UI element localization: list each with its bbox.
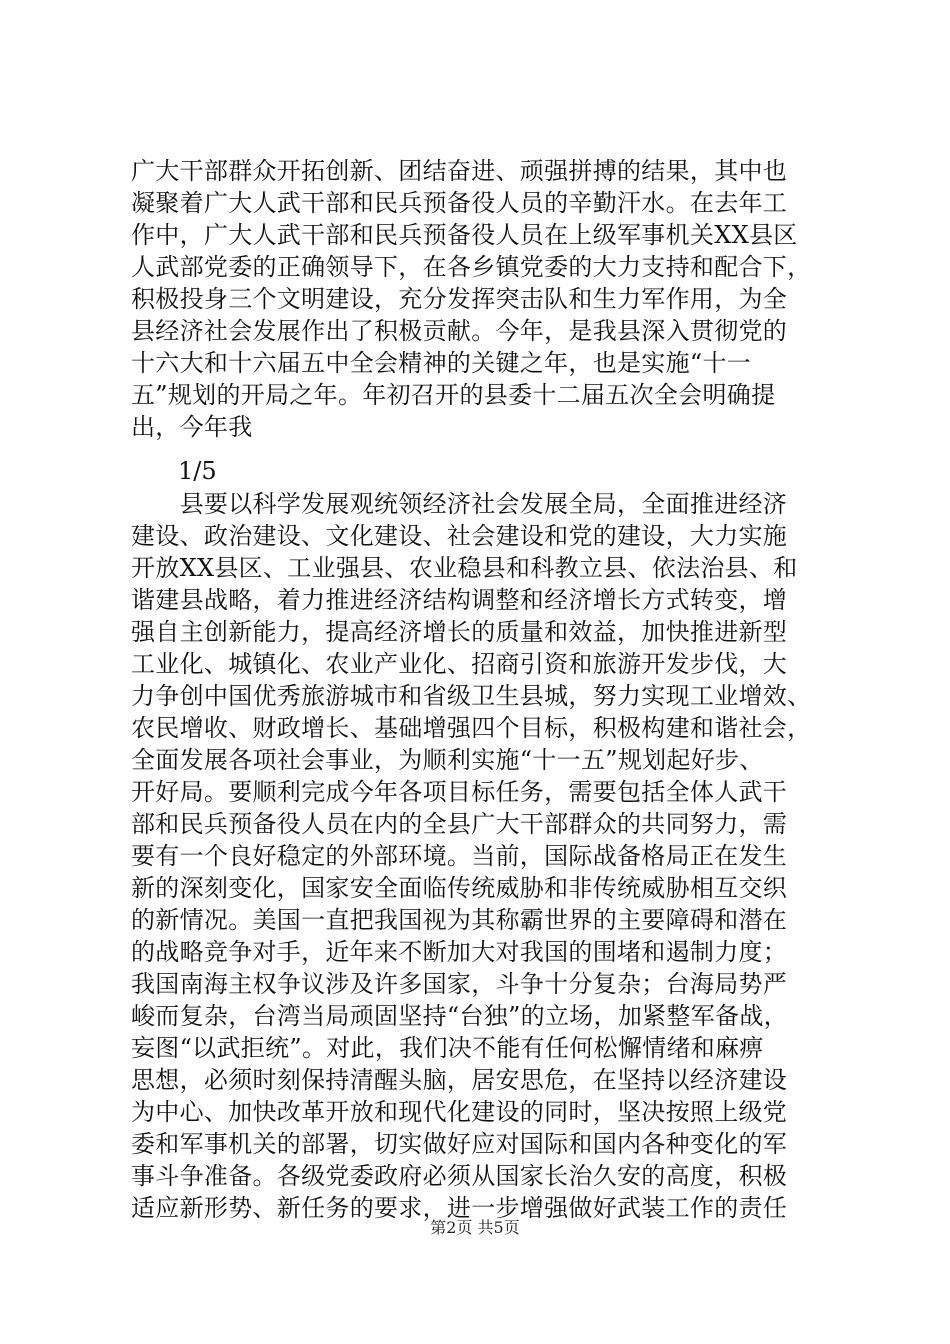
text-line: 五”规划的开局之年。年初召开的县委十二届五次全会明确提 (131, 381, 776, 409)
text-line: 思想，必须时刻保持清醒头脑，居安思危，在坚持以经济建设 (131, 1066, 788, 1094)
text-line: 力争创中国优秀旅游城市和省级卫生县城，努力实现工业增效、 (131, 682, 812, 710)
paragraph-continued (131, 155, 831, 443)
text-line: 妄图“以武拒统”。对此，我们决不能有任何松懈情绪和麻痹 (131, 1034, 764, 1062)
text-line: 县经济社会发展作出了积极贡献。今年，是我县深入贯彻党的 (131, 317, 788, 345)
paragraph-main (131, 488, 831, 1224)
text-line: 农民增收、财政增长、基础增强四个目标，积极构建和谐社会， (131, 714, 812, 742)
text-line: 广大干部群众开拓创新、团结奋进、顽强拼搏的结果，其中也 (131, 157, 788, 185)
text-line: 全面发展各项社会事业，为顺利实施“十一五”规划起好步、 (131, 746, 764, 774)
text-line: 强自主创新能力，提高经济增长的质量和效益，加快推进新型 (131, 618, 788, 646)
text-line: 新的深刻变化，国家安全面临传统威胁和非传统威胁相互交织 (131, 874, 788, 902)
text-line: 县要以科学发展观统领经济社会发展全局，全面推进经济 (131, 490, 788, 518)
text-line: 为中心、加快改革开放和现代化建设的同时，坚决按照上级党 (131, 1098, 788, 1126)
text-line: 开好局。要顺利完成今年各项目标任务，需要包括全体人武干 (131, 778, 788, 806)
text-line: 十六大和十六届五中全会精神的关键之年，也是实施“十一 (131, 349, 752, 377)
text-line: 出，今年我 (131, 413, 253, 441)
text-line: 积极投身三个文明建设，充分发挥突击队和生力军作用，为全 (131, 285, 788, 313)
text-line: 部和民兵预备役人员在内的全县广大干部群众的共同努力，需 (131, 810, 788, 838)
text-line: 要有一个良好稳定的外部环境。当前，国际战备格局正在发生 (131, 842, 788, 870)
text-line: 建设、政治建设、文化建设、社会建设和党的建设，大力实施 (131, 522, 788, 550)
text-line: 作中，广大人武干部和民兵预备役人员在上级军事机关XX县区 (131, 221, 798, 249)
text-line: 人武部党委的正确领导下，在各乡镇党委的大力支持和配合下， (131, 253, 812, 281)
inline-page-marker: 1/5 (178, 457, 217, 485)
text-line: 事斗争准备。各级党委政府必须从国家长治久安的高度，积极 (131, 1162, 788, 1190)
text-line: 峻而复杂，台湾当局顽固坚持“台独”的立场，加紧整军备战， (131, 1002, 788, 1030)
text-line: 谐建县战略，着力推进经济结构调整和经济增长方式转变，增 (131, 586, 788, 614)
text-line: 委和军事机关的部署，切实做好应对国际和国内各种变化的军 (131, 1130, 788, 1158)
text-line: 的新情况。美国一直把我国视为其称霸世界的主要障碍和潜在 (131, 906, 788, 934)
text-line: 我国南海主权争议涉及许多国家，斗争十分复杂；台海局势严 (131, 970, 788, 998)
text-line: 适应新形势、新任务的要求，进一步增强做好武装工作的责任 (131, 1194, 788, 1222)
text-line: 开放XX县区、工业强县、农业稳县和科教立县、依法治县、和 (131, 554, 798, 582)
text-line: 凝聚着广大人武干部和民兵预备役人员的辛勤汗水。在去年工 (131, 189, 788, 217)
text-line: 工业化、城镇化、农业产业化、招商引资和旅游开发步伐，大 (131, 650, 788, 678)
text-line: 的战略竞争对手，近年来不断加大对我国的围堵和遏制力度； (131, 938, 788, 966)
page-footer: 第2页 共5页 (430, 1218, 520, 1237)
